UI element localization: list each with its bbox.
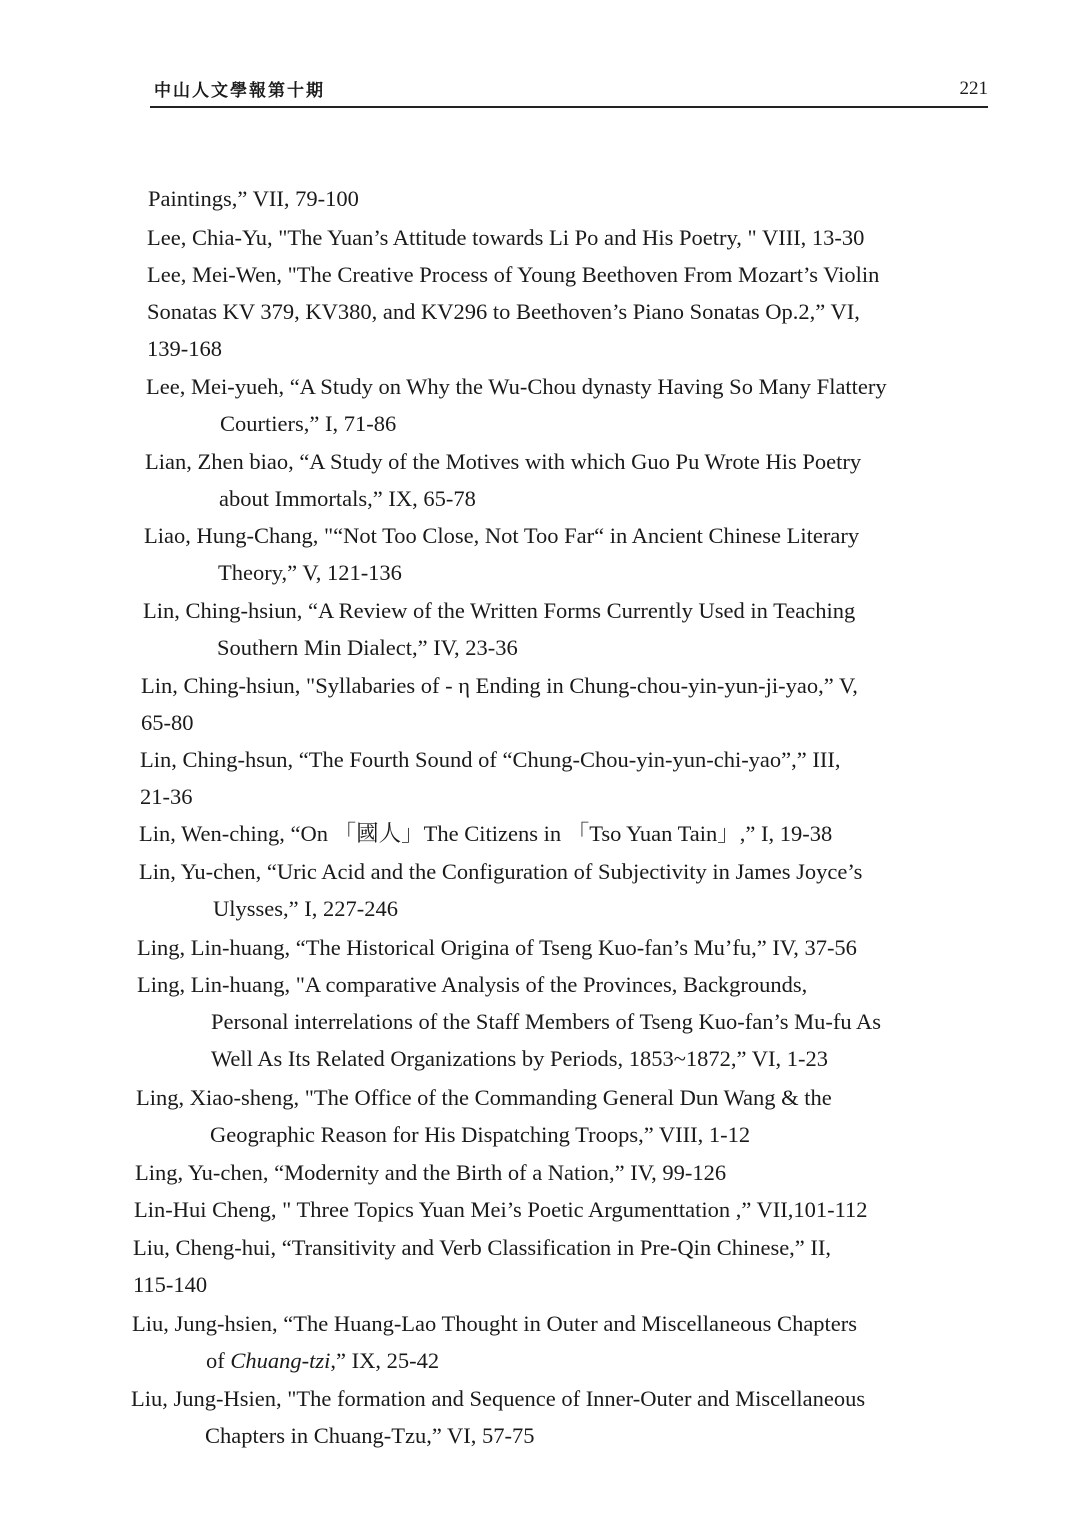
entry-text-after: ,” IX, 25-42: [330, 1348, 440, 1373]
entry-text: Liu, Jung-hsien, “The Huang-Lao Thought in Outer and Miscellaneous Chapters: [132, 1311, 858, 1336]
entry-italic-title: Chuang-tzi: [230, 1348, 331, 1373]
bibliography-entry: [133, 1229, 831, 1303]
entry-text: Lian, Zhen biao, “A Study of the Motives with which Guo Pu Wrote His Poetry: [145, 449, 862, 474]
entry-line: [140, 778, 841, 815]
entry-line: [148, 180, 359, 217]
entry-line: [147, 293, 879, 330]
entry-text: Sonatas KV 379, KV380, and KV296 to Beethoven’s Piano Sonatas Op.2,” VI,: [147, 299, 860, 324]
entry-text: Liu, Jung-Hsien, "The formation and Sequence of Inner-Outer and Miscellaneous: [131, 1386, 866, 1411]
entry-text: Lin-Hui Cheng, " Three Topics Yuan Mei’s Poetic Argumenttation ,” VII,101-112: [134, 1197, 868, 1222]
bibliography-entry: [132, 1305, 857, 1379]
entry-text: Personal interrelations of the Staff Members of Tseng Kuo-fan’s Mu-fu As: [211, 1009, 881, 1034]
entry-text: Well As Its Related Organizations by Periods, 1853~1872,” VI, 1-23: [211, 1046, 828, 1071]
entry-line: [137, 966, 881, 1003]
entry-text: Paintings,” VII, 79-100: [148, 186, 359, 211]
entry-line: [144, 517, 859, 554]
entry-text: Lin, Ching-hsiun, "Syllabaries of - η Ending in Chung-chou-yin-yun-ji-yao,” V,: [141, 673, 858, 698]
entry-text: Courtiers,” I, 71-86: [220, 411, 397, 436]
entry-line: [146, 368, 887, 405]
bibliography-entry: [137, 966, 881, 1077]
page-number: 221: [959, 78, 988, 99]
bibliography-entry: [135, 1154, 726, 1191]
entry-text: Ling, Lin-huang, "A comparative Analysis of the Provinces, Backgrounds,: [137, 972, 808, 997]
entry-text: Liao, Hung-Chang, "“Not Too Close, Not Too Far“ in Ancient Chinese Literary: [144, 523, 860, 548]
entry-line: [134, 1191, 868, 1228]
entry-line: [133, 1266, 831, 1303]
entry-line: [137, 1040, 881, 1077]
entry-line: [141, 704, 858, 741]
entry-line: [137, 1003, 881, 1040]
entry-text: Ulysses,” I, 227-246: [213, 896, 398, 921]
entry-text: of: [206, 1348, 231, 1373]
bibliography-entry: [147, 219, 864, 256]
entry-line: [139, 853, 862, 890]
entry-text: Lee, Mei-Wen, "The Creative Process of Young Beethoven From Mozart’s Violin: [147, 262, 880, 287]
bibliography-entry: [139, 853, 862, 927]
entry-line: [147, 219, 864, 256]
entry-text: Lin, Ching-hsiun, “A Review of the Written Forms Currently Used in Teaching: [143, 598, 856, 623]
entry-text: Lee, Mei-yueh, “A Study on Why the Wu-Chou dynasty Having So Many Flattery: [146, 374, 887, 399]
entry-line: [132, 1342, 857, 1379]
bibliography-entry: [148, 180, 359, 217]
entry-text: Ling, Lin-huang, “The Historical Origina of Tseng Kuo-fan’s Mu’fu,” IV, 37-56: [137, 935, 857, 960]
entry-text: Lee, Chia-Yu, "The Yuan’s Attitude towards Li Po and His Poetry, " VIII, 13-30: [147, 225, 865, 250]
entry-line: [135, 1154, 726, 1191]
entry-text: Geographic Reason for His Dispatching Troops,” VIII, 1-12: [210, 1122, 751, 1147]
entry-text: Lin, Wen-ching, “On 「國人」The Citizens in 「Tso Yuan Tain」,” I, 19-38: [139, 821, 833, 846]
entry-line: [143, 592, 855, 629]
entry-line: [140, 741, 841, 778]
bibliography-entry: [137, 929, 857, 966]
entry-text: 65-80: [141, 710, 194, 735]
entry-text: Liu, Cheng-hui, “Transitivity and Verb Classification in Pre-Qin Chinese,” II,: [133, 1235, 832, 1260]
entry-line: [145, 443, 861, 480]
entry-line: [136, 1116, 832, 1153]
entry-line: [137, 929, 857, 966]
entry-line: [145, 480, 861, 517]
bibliography-entry: [147, 256, 879, 367]
entry-line: [146, 405, 887, 442]
bibliography-entry: [143, 592, 855, 666]
journal-title: 中山人文學報第十期: [154, 81, 325, 101]
entry-text: Southern Min Dialect,” IV, 23-36: [217, 635, 518, 660]
entry-line: [131, 1417, 865, 1454]
bibliography-entry: [144, 517, 859, 591]
entry-text: Ling, Xiao-sheng, "The Office of the Commanding General Dun Wang & the: [136, 1085, 832, 1110]
entry-line: [141, 667, 858, 704]
entry-text: Lin, Ching-hsun, “The Fourth Sound of “Chung-Chou-yin-yun-chi-yao”,” III,: [140, 747, 841, 772]
entry-line: [147, 256, 879, 293]
entry-line: [143, 629, 855, 666]
bibliography-entry: [134, 1191, 868, 1228]
bibliography-entry: [131, 1380, 865, 1454]
entry-text: 115-140: [133, 1272, 208, 1297]
bibliography-entry: [140, 741, 841, 815]
entry-line: [144, 554, 859, 591]
bibliography-entry: [139, 815, 832, 852]
bibliography-entry: [136, 1079, 832, 1153]
entry-line: [136, 1079, 832, 1116]
entry-line: [139, 890, 862, 927]
entry-line: [132, 1305, 857, 1342]
entry-line: [147, 330, 879, 367]
entry-line: [131, 1380, 865, 1417]
entry-line: [139, 815, 832, 852]
bibliography-entry: [146, 368, 887, 442]
entry-text: Lin, Yu-chen, “Uric Acid and the Configuration of Subjectivity in James Joyce’s: [139, 859, 863, 884]
running-header: [150, 72, 988, 108]
bibliography-entry: [145, 443, 861, 517]
entry-text: Ling, Yu-chen, “Modernity and the Birth of a Nation,” IV, 99-126: [135, 1160, 727, 1185]
bibliography-entry: [141, 667, 858, 741]
entry-text: about Immortals,” IX, 65-78: [219, 486, 476, 511]
entry-line: [133, 1229, 831, 1266]
entry-text: Chapters in Chuang-Tzu,” VI, 57-75: [205, 1423, 535, 1448]
entry-text: Theory,” V, 121-136: [218, 560, 402, 585]
entry-text: 21-36: [140, 784, 193, 809]
entry-text: 139-168: [147, 336, 222, 361]
